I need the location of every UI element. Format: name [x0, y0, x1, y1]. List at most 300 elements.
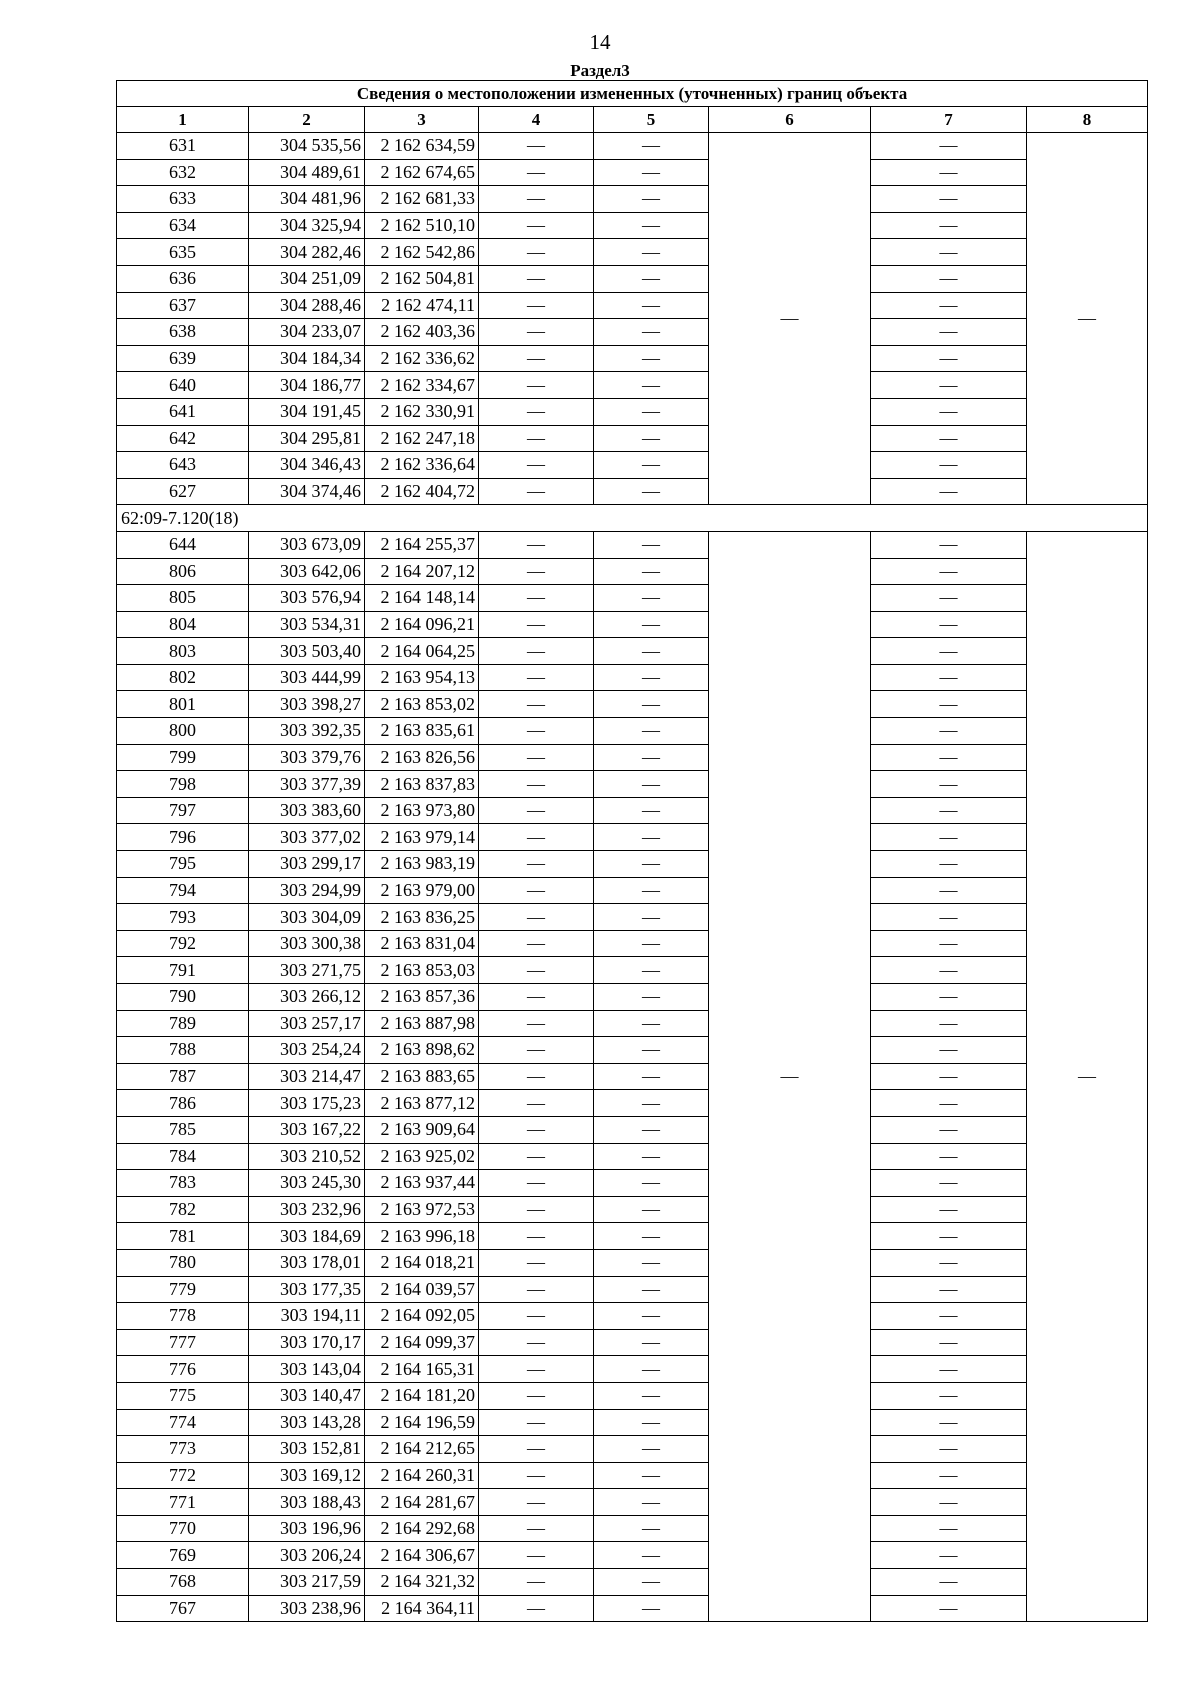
- col4-dash: —: [479, 1489, 594, 1516]
- col7-dash: —: [871, 851, 1027, 878]
- col7-dash: —: [871, 1010, 1027, 1037]
- coordinate-y: 2 162 336,64: [365, 452, 479, 479]
- col5-dash: —: [594, 1276, 709, 1303]
- col7-dash: —: [871, 133, 1027, 160]
- coordinate-x: 303 196,96: [249, 1515, 365, 1542]
- coordinate-x: 304 489,61: [249, 159, 365, 186]
- coordinate-y: 2 163 898,62: [365, 1037, 479, 1064]
- coordinate-y: 2 164 292,68: [365, 1515, 479, 1542]
- coordinate-y: 2 163 853,03: [365, 957, 479, 984]
- coordinate-y: 2 163 826,56: [365, 744, 479, 771]
- table-row: [117, 159, 1148, 186]
- col5-dash: —: [594, 398, 709, 425]
- point-number: 633: [117, 186, 249, 213]
- table-caption-row: [117, 81, 1148, 107]
- point-number: 774: [117, 1409, 249, 1436]
- coordinate-x: 303 299,17: [249, 851, 365, 878]
- col4-dash: —: [479, 957, 594, 984]
- table-row: [117, 1329, 1148, 1356]
- coordinate-x: 303 210,52: [249, 1143, 365, 1170]
- coordinate-y: 2 163 887,98: [365, 1010, 479, 1037]
- col4-dash: —: [479, 1569, 594, 1596]
- point-number: 637: [117, 292, 249, 319]
- col7-dash: —: [871, 718, 1027, 745]
- col4-dash: —: [479, 1170, 594, 1197]
- point-number: 787: [117, 1063, 249, 1090]
- group-label: 62:09-7.120(18): [117, 505, 1148, 532]
- point-number: 795: [117, 851, 249, 878]
- col5-dash: —: [594, 319, 709, 346]
- table-row: [117, 585, 1148, 612]
- coordinate-y: 2 162 247,18: [365, 425, 479, 452]
- point-number: 805: [117, 585, 249, 612]
- point-number: 634: [117, 212, 249, 239]
- col5-dash: —: [594, 877, 709, 904]
- col6-merged-dash: —: [709, 531, 871, 1621]
- col5-dash: —: [594, 1595, 709, 1622]
- col5-dash: —: [594, 159, 709, 186]
- coordinate-y: 2 164 364,11: [365, 1595, 479, 1622]
- col4-dash: —: [479, 984, 594, 1011]
- col4-dash: —: [479, 186, 594, 213]
- col4-dash: —: [479, 1249, 594, 1276]
- col4-dash: —: [479, 345, 594, 372]
- col7-dash: —: [871, 345, 1027, 372]
- col7-dash: —: [871, 1542, 1027, 1569]
- coordinate-y: 2 164 207,12: [365, 558, 479, 585]
- coordinate-y: 2 163 925,02: [365, 1143, 479, 1170]
- table-row: [117, 611, 1148, 638]
- point-number: 804: [117, 611, 249, 638]
- col7-dash: —: [871, 319, 1027, 346]
- table-row: [117, 265, 1148, 292]
- col7-dash: —: [871, 930, 1027, 957]
- point-number: 639: [117, 345, 249, 372]
- point-number: 777: [117, 1329, 249, 1356]
- col5-dash: —: [594, 1329, 709, 1356]
- col5-dash: —: [594, 1116, 709, 1143]
- col4-dash: —: [479, 1356, 594, 1383]
- col7-dash: —: [871, 186, 1027, 213]
- col5-dash: —: [594, 531, 709, 558]
- point-number: 635: [117, 239, 249, 266]
- col5-dash: —: [594, 691, 709, 718]
- table-row: [117, 1063, 1148, 1090]
- coordinate-y: 2 162 474,11: [365, 292, 479, 319]
- point-number: 799: [117, 744, 249, 771]
- coordinate-y: 2 162 404,72: [365, 478, 479, 505]
- table-row: [117, 1090, 1148, 1117]
- point-number: 784: [117, 1143, 249, 1170]
- col7-dash: —: [871, 1223, 1027, 1250]
- col4-dash: —: [479, 1462, 594, 1489]
- coordinate-x: 303 169,12: [249, 1462, 365, 1489]
- column-number: 3: [365, 107, 479, 133]
- col7-dash: —: [871, 984, 1027, 1011]
- point-number: 776: [117, 1356, 249, 1383]
- table-row: [117, 797, 1148, 824]
- col4-dash: —: [479, 664, 594, 691]
- point-number: 636: [117, 265, 249, 292]
- col7-dash: —: [871, 1116, 1027, 1143]
- col5-dash: —: [594, 984, 709, 1011]
- col4-dash: —: [479, 1436, 594, 1463]
- col7-dash: —: [871, 1303, 1027, 1330]
- point-number: 785: [117, 1116, 249, 1143]
- column-number: 4: [479, 107, 594, 133]
- col4-dash: —: [479, 904, 594, 931]
- col5-dash: —: [594, 1010, 709, 1037]
- group-header-row: [117, 505, 1148, 532]
- point-number: 791: [117, 957, 249, 984]
- point-number: 803: [117, 638, 249, 665]
- col4-dash: —: [479, 1542, 594, 1569]
- col4-dash: —: [479, 372, 594, 399]
- table-row: [117, 319, 1148, 346]
- point-number: 801: [117, 691, 249, 718]
- point-number: 643: [117, 452, 249, 479]
- table-row: [117, 904, 1148, 931]
- point-number: 641: [117, 398, 249, 425]
- column-number: 6: [709, 107, 871, 133]
- coordinate-y: 2 163 983,19: [365, 851, 479, 878]
- coordinate-y: 2 164 148,14: [365, 585, 479, 612]
- col5-dash: —: [594, 1037, 709, 1064]
- coordinate-x: 304 282,46: [249, 239, 365, 266]
- col5-dash: —: [594, 1063, 709, 1090]
- col7-dash: —: [871, 398, 1027, 425]
- coordinate-x: 303 642,06: [249, 558, 365, 585]
- point-number: 800: [117, 718, 249, 745]
- col7-dash: —: [871, 1595, 1027, 1622]
- column-number: 2: [249, 107, 365, 133]
- coordinate-y: 2 163 836,25: [365, 904, 479, 931]
- point-number: 770: [117, 1515, 249, 1542]
- table-row: [117, 1276, 1148, 1303]
- coordinate-x: 303 266,12: [249, 984, 365, 1011]
- table-row: [117, 372, 1148, 399]
- column-number-row: [117, 107, 1148, 133]
- col5-dash: —: [594, 1515, 709, 1542]
- col7-dash: —: [871, 904, 1027, 931]
- col7-dash: —: [871, 292, 1027, 319]
- col4-dash: —: [479, 1329, 594, 1356]
- coordinate-y: 2 164 064,25: [365, 638, 479, 665]
- col5-dash: —: [594, 372, 709, 399]
- column-number: 5: [594, 107, 709, 133]
- col4-dash: —: [479, 744, 594, 771]
- col5-dash: —: [594, 585, 709, 612]
- table-row: [117, 1037, 1148, 1064]
- coordinate-x: 303 257,17: [249, 1010, 365, 1037]
- coordinate-x: 303 167,22: [249, 1116, 365, 1143]
- table-row: [117, 851, 1148, 878]
- col7-dash: —: [871, 372, 1027, 399]
- col7-dash: —: [871, 478, 1027, 505]
- col4-dash: —: [479, 398, 594, 425]
- table-row: [117, 239, 1148, 266]
- point-number: 789: [117, 1010, 249, 1037]
- coordinate-y: 2 162 542,86: [365, 239, 479, 266]
- col7-dash: —: [871, 638, 1027, 665]
- col7-dash: —: [871, 664, 1027, 691]
- col5-dash: —: [594, 930, 709, 957]
- col7-dash: —: [871, 1515, 1027, 1542]
- coordinate-x: 303 177,35: [249, 1276, 365, 1303]
- col4-dash: —: [479, 319, 594, 346]
- col5-dash: —: [594, 186, 709, 213]
- col4-dash: —: [479, 239, 594, 266]
- point-number: 767: [117, 1595, 249, 1622]
- col4-dash: —: [479, 585, 594, 612]
- column-number: 1: [117, 107, 249, 133]
- table-row: [117, 930, 1148, 957]
- point-number: 638: [117, 319, 249, 346]
- col5-dash: —: [594, 957, 709, 984]
- point-number: 642: [117, 425, 249, 452]
- col4-dash: —: [479, 1382, 594, 1409]
- col7-dash: —: [871, 159, 1027, 186]
- col5-dash: —: [594, 1542, 709, 1569]
- table-row: [117, 638, 1148, 665]
- table-row: [117, 1595, 1148, 1622]
- table-row: [117, 558, 1148, 585]
- coordinate-x: 304 374,46: [249, 478, 365, 505]
- coordinate-x: 303 143,04: [249, 1356, 365, 1383]
- coordinate-x: 304 184,34: [249, 345, 365, 372]
- table-row: [117, 452, 1148, 479]
- point-number: 775: [117, 1382, 249, 1409]
- table-row: [117, 1489, 1148, 1516]
- section-title: Раздел3: [570, 61, 630, 80]
- point-number: 632: [117, 159, 249, 186]
- table-row: [117, 425, 1148, 452]
- col5-dash: —: [594, 292, 709, 319]
- col5-dash: —: [594, 851, 709, 878]
- coordinate-x: 303 143,28: [249, 1409, 365, 1436]
- coordinate-x: 303 379,76: [249, 744, 365, 771]
- point-number: 772: [117, 1462, 249, 1489]
- col7-dash: —: [871, 452, 1027, 479]
- table-row: [117, 824, 1148, 851]
- coordinate-x: 303 304,09: [249, 904, 365, 931]
- coordinate-y: 2 164 196,59: [365, 1409, 479, 1436]
- table-row: [117, 186, 1148, 213]
- table-row: [117, 1569, 1148, 1596]
- coordinate-y: 2 163 835,61: [365, 718, 479, 745]
- col5-dash: —: [594, 1223, 709, 1250]
- page-number: 14: [589, 30, 611, 54]
- point-number: 798: [117, 771, 249, 798]
- table-row: [117, 398, 1148, 425]
- col5-dash: —: [594, 265, 709, 292]
- col4-dash: —: [479, 1037, 594, 1064]
- coordinate-y: 2 162 336,62: [365, 345, 479, 372]
- col5-dash: —: [594, 1382, 709, 1409]
- coordinate-x: 303 238,96: [249, 1595, 365, 1622]
- col5-dash: —: [594, 1090, 709, 1117]
- coordinate-x: 303 245,30: [249, 1170, 365, 1197]
- coordinate-y: 2 164 096,21: [365, 611, 479, 638]
- table-row: [117, 744, 1148, 771]
- col5-dash: —: [594, 1409, 709, 1436]
- col5-dash: —: [594, 824, 709, 851]
- col5-dash: —: [594, 1303, 709, 1330]
- col4-dash: —: [479, 797, 594, 824]
- coordinate-y: 2 163 909,64: [365, 1116, 479, 1143]
- point-number: 778: [117, 1303, 249, 1330]
- col7-dash: —: [871, 1489, 1027, 1516]
- coordinate-y: 2 163 883,65: [365, 1063, 479, 1090]
- boundary-coordinates-table: [116, 80, 1148, 1622]
- coordinate-x: 303 383,60: [249, 797, 365, 824]
- coordinate-x: 303 178,01: [249, 1249, 365, 1276]
- col7-dash: —: [871, 1063, 1027, 1090]
- col7-dash: —: [871, 1249, 1027, 1276]
- table-row: [117, 1542, 1148, 1569]
- col5-dash: —: [594, 797, 709, 824]
- coordinate-x: 304 191,45: [249, 398, 365, 425]
- col7-dash: —: [871, 531, 1027, 558]
- coordinate-x: 303 217,59: [249, 1569, 365, 1596]
- col4-dash: —: [479, 558, 594, 585]
- point-number: 769: [117, 1542, 249, 1569]
- col7-dash: —: [871, 1037, 1027, 1064]
- col7-dash: —: [871, 1196, 1027, 1223]
- coordinate-y: 2 163 972,53: [365, 1196, 479, 1223]
- point-number: 794: [117, 877, 249, 904]
- coordinate-x: 303 673,09: [249, 531, 365, 558]
- table-row: [117, 212, 1148, 239]
- col5-dash: —: [594, 718, 709, 745]
- coordinate-x: 303 140,47: [249, 1382, 365, 1409]
- col5-dash: —: [594, 1489, 709, 1516]
- table-row: [117, 345, 1148, 372]
- coordinate-x: 303 377,02: [249, 824, 365, 851]
- coordinate-y: 2 162 330,91: [365, 398, 479, 425]
- coordinate-x: 303 294,99: [249, 877, 365, 904]
- col7-dash: —: [871, 957, 1027, 984]
- col7-dash: —: [871, 1409, 1027, 1436]
- coordinate-y: 2 163 831,04: [365, 930, 479, 957]
- table-row: [117, 1116, 1148, 1143]
- point-number: 627: [117, 478, 249, 505]
- point-number: 640: [117, 372, 249, 399]
- table-row: [117, 957, 1148, 984]
- col7-dash: —: [871, 558, 1027, 585]
- col5-dash: —: [594, 1436, 709, 1463]
- table-row: [117, 1223, 1148, 1250]
- point-number: 790: [117, 984, 249, 1011]
- coordinate-x: 303 503,40: [249, 638, 365, 665]
- col5-dash: —: [594, 611, 709, 638]
- col5-dash: —: [594, 1569, 709, 1596]
- coordinate-x: 303 170,17: [249, 1329, 365, 1356]
- col7-dash: —: [871, 425, 1027, 452]
- table-row: [117, 1436, 1148, 1463]
- coordinate-x: 304 186,77: [249, 372, 365, 399]
- coordinate-x: 304 346,43: [249, 452, 365, 479]
- coordinate-y: 2 163 877,12: [365, 1090, 479, 1117]
- point-number: 806: [117, 558, 249, 585]
- col4-dash: —: [479, 292, 594, 319]
- point-number: 783: [117, 1170, 249, 1197]
- table-body: [117, 81, 1148, 1622]
- table-row: [117, 1409, 1148, 1436]
- col5-dash: —: [594, 425, 709, 452]
- col5-dash: —: [594, 1196, 709, 1223]
- table-row: [117, 691, 1148, 718]
- coordinate-y: 2 162 510,10: [365, 212, 479, 239]
- point-number: 779: [117, 1276, 249, 1303]
- col5-dash: —: [594, 1462, 709, 1489]
- col4-dash: —: [479, 478, 594, 505]
- col4-dash: —: [479, 1196, 594, 1223]
- col4-dash: —: [479, 1116, 594, 1143]
- coordinate-y: 2 164 039,57: [365, 1276, 479, 1303]
- col4-dash: —: [479, 1063, 594, 1090]
- col5-dash: —: [594, 904, 709, 931]
- coordinate-x: 303 152,81: [249, 1436, 365, 1463]
- col7-dash: —: [871, 1356, 1027, 1383]
- coordinate-x: 303 214,47: [249, 1063, 365, 1090]
- col5-dash: —: [594, 664, 709, 691]
- coordinate-y: 2 163 979,14: [365, 824, 479, 851]
- coordinate-x: 303 232,96: [249, 1196, 365, 1223]
- coordinate-y: 2 164 255,37: [365, 531, 479, 558]
- point-number: 768: [117, 1569, 249, 1596]
- point-number: 797: [117, 797, 249, 824]
- col4-dash: —: [479, 691, 594, 718]
- table-row: [117, 133, 1148, 160]
- coordinate-x: 303 392,35: [249, 718, 365, 745]
- col4-dash: —: [479, 1223, 594, 1250]
- coordinate-y: 2 162 674,65: [365, 159, 479, 186]
- col5-dash: —: [594, 1356, 709, 1383]
- table-row: [117, 531, 1148, 558]
- coordinate-y: 2 162 681,33: [365, 186, 479, 213]
- coordinate-y: 2 164 306,67: [365, 1542, 479, 1569]
- table-row: [117, 664, 1148, 691]
- col7-dash: —: [871, 239, 1027, 266]
- coordinate-x: 303 271,75: [249, 957, 365, 984]
- col5-dash: —: [594, 452, 709, 479]
- coordinate-x: 303 377,39: [249, 771, 365, 798]
- column-number: 7: [871, 107, 1027, 133]
- coordinate-y: 2 162 403,36: [365, 319, 479, 346]
- point-number: 793: [117, 904, 249, 931]
- col7-dash: —: [871, 1462, 1027, 1489]
- point-number: 792: [117, 930, 249, 957]
- coordinate-x: 303 444,99: [249, 664, 365, 691]
- col8-merged-dash: —: [1027, 133, 1148, 505]
- col7-dash: —: [871, 771, 1027, 798]
- table-row: [117, 1356, 1148, 1383]
- col5-dash: —: [594, 239, 709, 266]
- col7-dash: —: [871, 1569, 1027, 1596]
- coordinate-y: 2 164 181,20: [365, 1382, 479, 1409]
- col7-dash: —: [871, 1276, 1027, 1303]
- coordinate-y: 2 163 973,80: [365, 797, 479, 824]
- coordinate-x: 303 254,24: [249, 1037, 365, 1064]
- table-row: [117, 1010, 1148, 1037]
- col4-dash: —: [479, 1276, 594, 1303]
- coordinate-x: 303 184,69: [249, 1223, 365, 1250]
- col4-dash: —: [479, 425, 594, 452]
- coordinate-x: 304 251,09: [249, 265, 365, 292]
- col7-dash: —: [871, 691, 1027, 718]
- col7-dash: —: [871, 212, 1027, 239]
